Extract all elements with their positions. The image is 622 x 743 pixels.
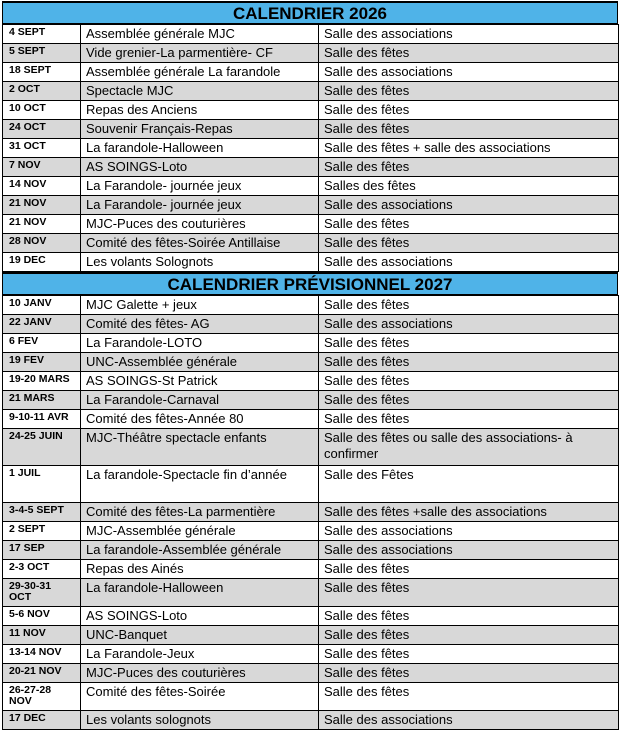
- date-cell: 10 OCT: [3, 101, 81, 120]
- event-cell: La farandole-Spectacle fin d’année: [81, 466, 319, 503]
- table-row: [3, 158, 619, 177]
- event-cell: Comité des fêtes-Année 80: [81, 410, 319, 429]
- location-cell: Salle des fêtes: [319, 607, 619, 626]
- location-cell: Salle des fêtes: [319, 215, 619, 234]
- location-cell: Salle des associations: [319, 25, 619, 44]
- date-cell: 5-6 NOV: [3, 607, 81, 626]
- table-row: [3, 683, 619, 711]
- table-row: [3, 215, 619, 234]
- date-cell: 4 SEPT: [3, 25, 81, 44]
- event-cell: La Farandole- journée jeux: [81, 177, 319, 196]
- table-row: [3, 522, 619, 541]
- date-cell: 24 OCT: [3, 120, 81, 139]
- event-cell: Souvenir Français-Repas: [81, 120, 319, 139]
- event-cell: Vide grenier-La parmentière- CF: [81, 44, 319, 63]
- event-cell: Comité des fêtes-Soirée Antillaise: [81, 234, 319, 253]
- event-cell: Spectacle MJC: [81, 82, 319, 101]
- event-cell: La farandole-Assemblée générale: [81, 541, 319, 560]
- event-cell: Comité des fêtes-Soirée: [81, 683, 319, 711]
- date-cell: 21 NOV: [3, 196, 81, 215]
- event-cell: La farandole-Halloween: [81, 579, 319, 607]
- date-cell: 14 NOV: [3, 177, 81, 196]
- location-cell: Salle des fêtes: [319, 101, 619, 120]
- date-cell: 18 SEPT: [3, 63, 81, 82]
- calendar-2027-title: CALENDRIER PRÉVISIONNEL 2027: [2, 272, 618, 295]
- location-cell: Salle des associations: [319, 253, 619, 272]
- event-cell: Repas des Anciens: [81, 101, 319, 120]
- location-cell: Salle des associations: [319, 196, 619, 215]
- event-cell: MJC Galette + jeux: [81, 296, 319, 315]
- location-cell: Salle des fêtes: [319, 391, 619, 410]
- table-row: [3, 626, 619, 645]
- calendar-2027-table: [2, 295, 619, 730]
- table-row: [3, 391, 619, 410]
- table-row: [3, 234, 619, 253]
- table-row: [3, 25, 619, 44]
- calendar-2026-table: [2, 24, 619, 272]
- event-cell: AS SOINGS-Loto: [81, 607, 319, 626]
- location-cell: Salle des associations: [319, 522, 619, 541]
- location-cell: Salle des fêtes: [319, 44, 619, 63]
- location-cell: Salle des fêtes: [319, 664, 619, 683]
- table-row: [3, 353, 619, 372]
- table-row: [3, 607, 619, 626]
- date-cell: 29-30-31 OCT: [3, 579, 81, 607]
- table-row: [3, 44, 619, 63]
- table-row: [3, 664, 619, 683]
- location-cell: Salle des fêtes ou salle des associations- à confirmer: [319, 429, 619, 466]
- table-row: [3, 120, 619, 139]
- table-row: [3, 579, 619, 607]
- date-cell: 1 JUIL: [3, 466, 81, 503]
- date-cell: 11 NOV: [3, 626, 81, 645]
- table-row: [3, 196, 619, 215]
- event-cell: MJC-Puces des couturières: [81, 664, 319, 683]
- table-row: [3, 560, 619, 579]
- event-cell: La Farandole- journée jeux: [81, 196, 319, 215]
- location-cell: Salle des fêtes: [319, 120, 619, 139]
- location-cell: Salle des fêtes + salle des associations: [319, 139, 619, 158]
- table-row: [3, 101, 619, 120]
- event-cell: La Farandole-Carnaval: [81, 391, 319, 410]
- table-row: [3, 315, 619, 334]
- location-cell: Salle des associations: [319, 315, 619, 334]
- location-cell: Salle des fêtes: [319, 334, 619, 353]
- location-cell: Salle des fêtes: [319, 579, 619, 607]
- date-cell: 17 SEP: [3, 541, 81, 560]
- table-row: [3, 645, 619, 664]
- table-row: [3, 429, 619, 466]
- location-cell: Salle des fêtes: [319, 82, 619, 101]
- date-cell: 21 NOV: [3, 215, 81, 234]
- date-cell: 21 MARS: [3, 391, 81, 410]
- date-cell: 19 FEV: [3, 353, 81, 372]
- event-cell: La Farandole-Jeux: [81, 645, 319, 664]
- event-cell: UNC-Assemblée générale: [81, 353, 319, 372]
- date-cell: 19 DEC: [3, 253, 81, 272]
- table-row: [3, 139, 619, 158]
- event-cell: Repas des Ainés: [81, 560, 319, 579]
- location-cell: Salle des Fêtes: [319, 466, 619, 503]
- date-cell: 24-25 JUIN: [3, 429, 81, 466]
- table-row: [3, 334, 619, 353]
- location-cell: Salle des fêtes: [319, 683, 619, 711]
- date-cell: 9-10-11 AVR: [3, 410, 81, 429]
- location-cell: Salle des fêtes: [319, 353, 619, 372]
- location-cell: Salle des fêtes: [319, 372, 619, 391]
- date-cell: 17 DEC: [3, 711, 81, 730]
- table-row: [3, 177, 619, 196]
- table-row: [3, 503, 619, 522]
- date-cell: 19-20 MARS: [3, 372, 81, 391]
- table-row: [3, 82, 619, 101]
- location-cell: Salle des fêtes: [319, 296, 619, 315]
- date-cell: 31 OCT: [3, 139, 81, 158]
- date-cell: 3-4-5 SEPT: [3, 503, 81, 522]
- table-row: [3, 410, 619, 429]
- location-cell: Salle des fêtes: [319, 626, 619, 645]
- date-cell: 2-3 OCT: [3, 560, 81, 579]
- calendar-sheet: [2, 1, 618, 730]
- event-cell: MJC-Puces des couturières: [81, 215, 319, 234]
- date-cell: 28 NOV: [3, 234, 81, 253]
- event-cell: UNC-Banquet: [81, 626, 319, 645]
- table-row: [3, 541, 619, 560]
- date-cell: 6 FEV: [3, 334, 81, 353]
- table-row: [3, 466, 619, 503]
- location-cell: Salle des fêtes: [319, 560, 619, 579]
- location-cell: Salle des associations: [319, 63, 619, 82]
- event-cell: AS SOINGS-Loto: [81, 158, 319, 177]
- date-cell: 2 SEPT: [3, 522, 81, 541]
- table-row: [3, 372, 619, 391]
- location-cell: Salle des fêtes: [319, 410, 619, 429]
- location-cell: Salle des fêtes: [319, 158, 619, 177]
- location-cell: Salle des associations: [319, 711, 619, 730]
- table-row: [3, 63, 619, 82]
- location-cell: Salle des fêtes +salle des associations: [319, 503, 619, 522]
- table-row: [3, 711, 619, 730]
- event-cell: Comité des fêtes-La parmentière: [81, 503, 319, 522]
- date-cell: 7 NOV: [3, 158, 81, 177]
- event-cell: Assemblée générale La farandole: [81, 63, 319, 82]
- event-cell: Assemblée générale MJC: [81, 25, 319, 44]
- event-cell: Les volants solognots: [81, 711, 319, 730]
- calendar-2026-title: CALENDRIER 2026: [2, 1, 618, 24]
- event-cell: La Farandole-LOTO: [81, 334, 319, 353]
- date-cell: 26-27-28 NOV: [3, 683, 81, 711]
- location-cell: Salles des fêtes: [319, 177, 619, 196]
- location-cell: Salle des fêtes: [319, 234, 619, 253]
- date-cell: 2 OCT: [3, 82, 81, 101]
- table-row: [3, 253, 619, 272]
- date-cell: 5 SEPT: [3, 44, 81, 63]
- location-cell: Salle des fêtes: [319, 645, 619, 664]
- event-cell: La farandole-Halloween: [81, 139, 319, 158]
- event-cell: MJC-Assemblée générale: [81, 522, 319, 541]
- event-cell: Les volants Solognots: [81, 253, 319, 272]
- event-cell: AS SOINGS-St Patrick: [81, 372, 319, 391]
- event-cell: Comité des fêtes- AG: [81, 315, 319, 334]
- location-cell: Salle des associations: [319, 541, 619, 560]
- date-cell: 13-14 NOV: [3, 645, 81, 664]
- date-cell: 10 JANV: [3, 296, 81, 315]
- date-cell: 20-21 NOV: [3, 664, 81, 683]
- table-row: [3, 296, 619, 315]
- date-cell: 22 JANV: [3, 315, 81, 334]
- event-cell: MJC-Théâtre spectacle enfants: [81, 429, 319, 466]
